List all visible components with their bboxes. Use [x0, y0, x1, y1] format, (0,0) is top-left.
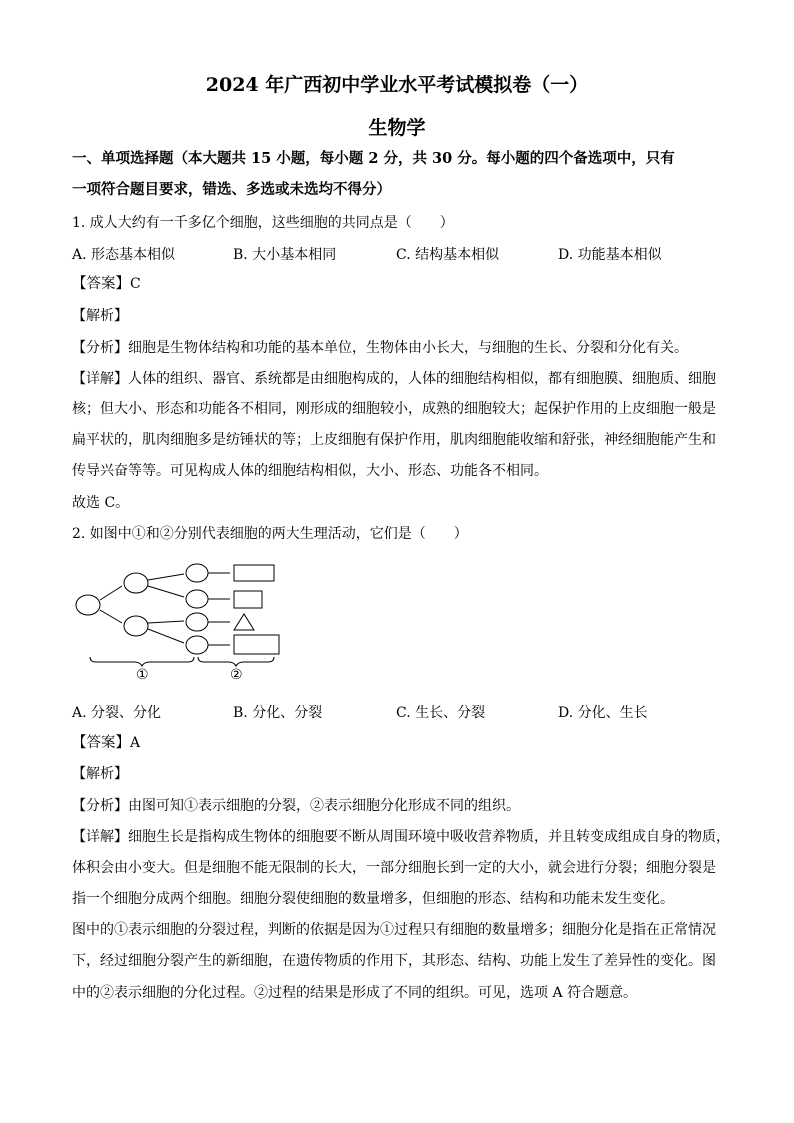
q2-answer-label: 【答案】: [72, 735, 130, 751]
q1-detail-line-4: 传导兴奋等等。可见构成人体的细胞结构相似，大小、形态、功能各不相同。: [72, 463, 548, 479]
q2-option-d: D. 分化、生长: [558, 705, 648, 721]
q2-option-c: C. 生长、分裂: [396, 705, 486, 721]
q2-detail-line-2: 体积会由小变大。但是细胞不能无限制的长大，一部分细胞长到一定的大小，就会进行分裂；细胞分裂是: [72, 860, 716, 876]
q2-detail-line-3: 指一个细胞分成两个细胞。细胞分裂使细胞的数量增多，但细胞的形态、结构和功能未发生变化。: [72, 891, 674, 907]
q1-jiexi-label: 【解析】: [72, 308, 128, 324]
q1-stem: 1. 成人大约有一千多亿个细胞，这些细胞的共同点是（ ）: [72, 215, 454, 231]
cell-origin: [76, 595, 100, 615]
q2-option-a: A. 分裂、分化: [72, 705, 162, 721]
cell-division-diagram: [72, 558, 292, 682]
document-title: 2024 年广西初中学业水平考试模拟卷（一）: [205, 74, 589, 96]
q2-analysis-label: 【分析】: [72, 798, 128, 814]
diagram-label-2: ②: [230, 667, 243, 682]
cell-level3-3: [186, 613, 208, 631]
q1-analysis-label: 【分析】: [72, 340, 128, 356]
q2-answer-value: A: [130, 735, 141, 751]
q1-option-b: B. 大小基本相同: [233, 247, 337, 263]
q2-stem: 2. 如图中①和②分别代表细胞的两大生理活动，它们是（ ）: [72, 526, 468, 542]
cell-level2-top: [124, 573, 148, 593]
q1-answer: [72, 274, 732, 294]
cell-level3-2: [186, 590, 208, 608]
section-heading-line-1: 一、单项选择题（本大题共 15 小题，每小题 2 分，共 30 分。每小题的四个备选项中，只有: [72, 150, 675, 167]
q2-analysis: [72, 796, 732, 816]
q1-detail-line-2: 核；但大小、形态和功能各不相同，刚形成的细胞较小，成熟的细胞较大；起保护作用的上皮细胞一般是: [72, 401, 716, 417]
q1-detail-line-1: [72, 369, 732, 389]
q1-analysis-text: 细胞是生物体结构和功能的基本单位，生物体由小长大，与细胞的生长、分裂和分化有关。: [128, 340, 688, 356]
q1-answer-value: C: [130, 276, 141, 292]
q2-detail-line-4: 图中的①表示细胞的分裂过程，判断的依据是因为①过程只有细胞的数量增多；细胞分化是指在正常情况: [72, 922, 716, 938]
q2-detail-line-5: 下，经过细胞分裂产生的新细胞，在遗传物质的作用下，其形态、结构、功能上发生了差异性的变化。图: [72, 953, 716, 969]
q1-answer-label: 【答案】: [72, 276, 130, 292]
q2-detail-line-1: [72, 827, 732, 847]
q2-analysis-text: 由图可知①表示细胞的分裂，②表示细胞分化形成不同的组织。: [128, 798, 520, 814]
brace-2: [198, 657, 274, 666]
q2-jiexi-label: 【解析】: [72, 766, 128, 782]
q1-detail-line-3: 扁平状的，肌肉细胞多是纺锤状的等；上皮细胞有保护作用，肌肉细胞能收缩和舒张，神经细胞能产生和: [72, 432, 716, 448]
q2-detail-label: 【详解】: [72, 829, 128, 845]
tissue-rect-3: [234, 635, 279, 654]
q2-detail-text-1: 细胞生长是指构成生物体的细胞要不断从周围环境中吸收营养物质，并且转变成组成自身的物质，: [128, 829, 730, 845]
document-subject: 生物学: [368, 117, 426, 139]
q1-detail-label: 【详解】: [72, 371, 128, 387]
q2-detail-line-6: 中的②表示细胞的分化过程。②过程的结果是形成了不同的组织。可见，选项 A 符合题意。: [72, 985, 638, 1001]
q2-answer: [72, 733, 732, 753]
cell-level3-1: [186, 564, 208, 582]
q1-conclusion: 故选 C。: [72, 495, 130, 511]
cell-level3-4: [186, 636, 208, 654]
q1-option-c: C. 结构基本相似: [396, 247, 500, 263]
q1-detail-text-1: 人体的组织、器官、系统都是由细胞构成的，人体的细胞结构相似，都有细胞膜、细胞质、细胞: [128, 371, 716, 387]
q1-option-a: A. 形态基本相似: [72, 247, 176, 263]
tissue-rect-2: [234, 591, 262, 608]
tissue-triangle: [234, 614, 254, 630]
cell-level2-bottom: [124, 616, 148, 636]
q1-analysis: [72, 338, 732, 358]
tissue-rect-1: [234, 565, 274, 581]
q2-option-b: B. 分化、分裂: [233, 705, 323, 721]
brace-1: [90, 657, 194, 666]
diagram-label-1: ①: [136, 667, 149, 682]
section-heading-line-2: 一项符合题目要求，错选、多选或未选均不得分）: [72, 181, 391, 198]
q1-option-d: D. 功能基本相似: [558, 247, 662, 263]
